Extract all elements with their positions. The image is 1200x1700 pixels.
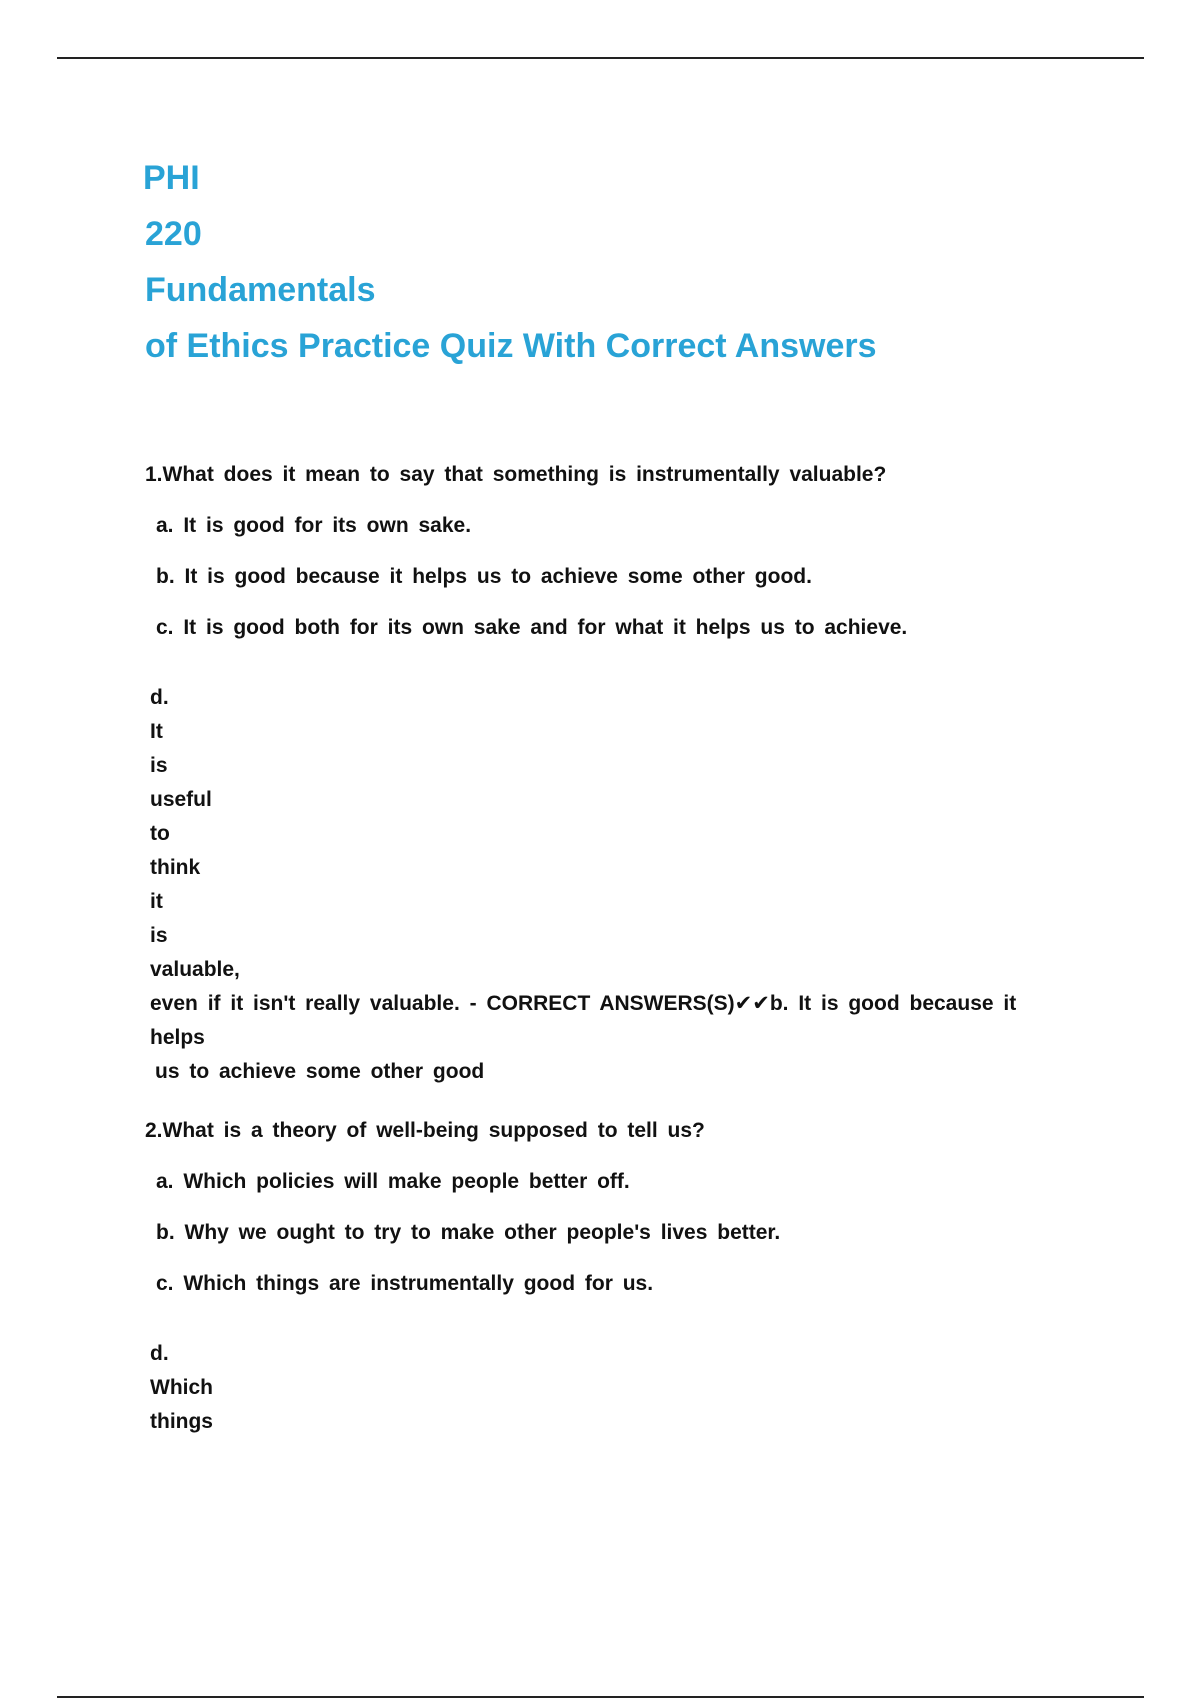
option-d-word: to: [150, 822, 170, 845]
footer-rule: [57, 1696, 1144, 1698]
option-b: b. It is good because it helps us to achieve some other good.: [156, 565, 812, 588]
option-d-answer-line-2: us to achieve some other good: [155, 1060, 485, 1083]
option-c: c. It is good both for its own sake and for what it helps us to achieve.: [156, 616, 908, 639]
question-1: [145, 462, 1095, 1089]
option-d: [150, 681, 1050, 1089]
option-d-word: things: [150, 1410, 213, 1433]
title-line: 220: [145, 215, 202, 253]
title-line: of Ethics Practice Quiz With Correct Answers: [145, 327, 877, 365]
option-d-word: d.: [150, 686, 169, 709]
option-d: [150, 1337, 1050, 1439]
option-d-answer-line: even if it isn't really valuable. - CORRECT ANSWERS(S)✔✔b. It is good because it helps: [150, 992, 1017, 1049]
question-2: [145, 1118, 1095, 1439]
option-d-word: valuable,: [150, 958, 240, 981]
option-b: b. Why we ought to try to make other people's lives better.: [156, 1221, 781, 1244]
option-a: a. Which policies will make people better off.: [156, 1170, 630, 1193]
question-stem: 2.What is a theory of well-being supposed to tell us?: [145, 1119, 705, 1142]
option-d-word: d.: [150, 1342, 169, 1365]
option-a: a. It is good for its own sake.: [156, 514, 472, 537]
option-d-word: think: [150, 856, 201, 879]
header-rule: [57, 57, 1144, 59]
title-line: PHI: [143, 159, 200, 197]
question-stem: 1.What does it mean to say that something is instrumentally valuable?: [145, 463, 887, 486]
option-c: c. Which things are instrumentally good for us.: [156, 1272, 654, 1295]
option-d-word: It: [150, 720, 163, 743]
option-d-word: is: [150, 924, 168, 947]
option-d-word: useful: [150, 788, 212, 811]
title-line: Fundamentals: [145, 271, 376, 309]
option-d-word: Which: [150, 1376, 213, 1399]
document-title: [145, 150, 877, 374]
option-d-word: is: [150, 754, 168, 777]
option-d-word: it: [150, 890, 163, 913]
